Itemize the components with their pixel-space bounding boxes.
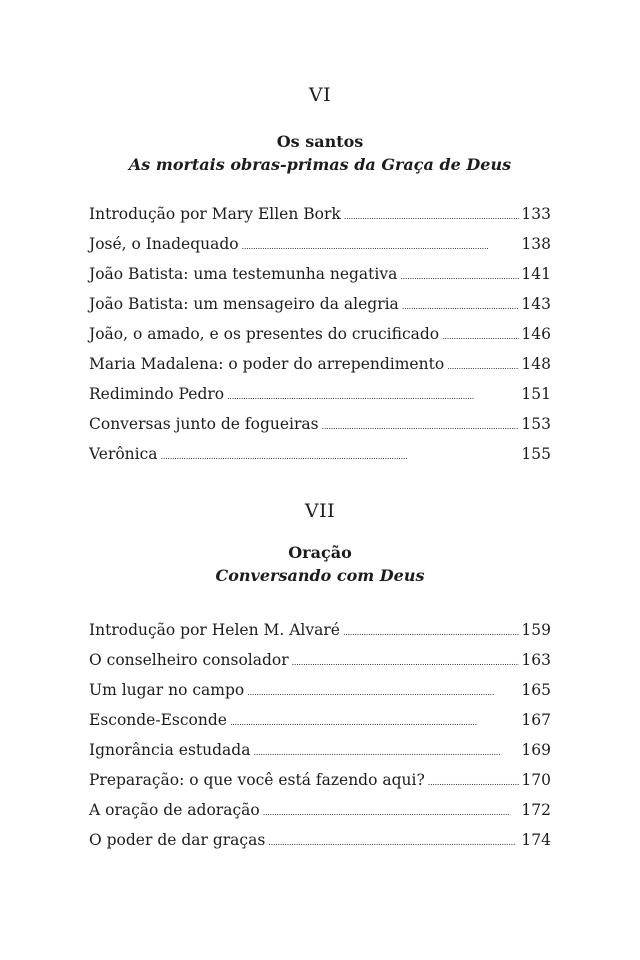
- dot-leader: [447, 349, 519, 382]
- toc-entry-page: 165: [521, 681, 551, 699]
- toc-entry-page: 143: [521, 295, 551, 313]
- dot-leader: [242, 229, 520, 262]
- dot-leader: [428, 765, 520, 798]
- dot-leader: [344, 199, 520, 232]
- toc-entry-page: 155: [521, 445, 551, 463]
- section-numeral: VI: [308, 84, 332, 106]
- toc-entry-page: 169: [521, 741, 551, 759]
- dot-leader: [161, 439, 520, 472]
- toc-entry-title: Introdução por Mary Ellen Bork: [89, 205, 341, 223]
- toc-entry-title: Um lugar no campo: [89, 681, 245, 699]
- toc-entry[interactable]: [89, 795, 551, 825]
- dot-leader: [292, 645, 520, 678]
- dot-leader: [442, 319, 519, 352]
- section-title: Os santos: [276, 132, 364, 151]
- dot-leader: [343, 615, 519, 648]
- toc-entry[interactable]: [89, 735, 551, 765]
- toc-entry-title: A oração de adoração: [89, 801, 260, 819]
- toc-entry[interactable]: [89, 259, 551, 289]
- toc-entry-title: João Batista: uma testemunha negativa: [89, 265, 398, 283]
- dot-leader: [227, 379, 519, 412]
- toc-entry-page: 170: [521, 771, 551, 789]
- section-numeral: VII: [304, 500, 336, 522]
- dot-leader: [322, 409, 520, 442]
- toc-entry-page: 151: [521, 385, 551, 403]
- toc-entry-title: Esconde-Esconde: [89, 711, 227, 729]
- dot-leader: [263, 795, 520, 828]
- toc-list: [89, 615, 551, 855]
- toc-entry-page: 159: [521, 621, 551, 639]
- toc-entry-title: Introdução por Helen M. Alvaré: [89, 621, 340, 639]
- toc-entry-title: Conversas junto de fogueiras: [89, 415, 319, 433]
- toc-entry-page: 167: [521, 711, 551, 729]
- toc-entry-title: José, o Inadequado: [89, 235, 239, 253]
- toc-entry-title: Verônica: [89, 445, 158, 463]
- toc-entry[interactable]: [89, 439, 551, 469]
- dot-leader: [230, 705, 519, 738]
- toc-entry-title: Ignorância estudada: [89, 741, 251, 759]
- toc-entry[interactable]: [89, 765, 551, 795]
- toc-entry-title: Maria Madalena: o poder do arrependimento: [89, 355, 445, 373]
- toc-entry-title: João, o amado, e os presentes do crucificado: [89, 325, 440, 343]
- toc-entry-page: 138: [521, 235, 551, 253]
- toc-entry-page: 153: [521, 415, 551, 433]
- toc-entry[interactable]: [89, 705, 551, 735]
- toc-entry-page: 174: [521, 831, 551, 849]
- section-subtitle: Conversando com Deus: [215, 566, 425, 585]
- dot-leader: [268, 825, 519, 858]
- toc-entry-title: O conselheiro consolador: [89, 651, 289, 669]
- toc-entry-title: Redimindo Pedro: [89, 385, 225, 403]
- toc-entry-page: 172: [521, 801, 551, 819]
- toc-entry-page: 163: [521, 651, 551, 669]
- toc-entry-title: O poder de dar graças: [89, 831, 266, 849]
- section-title: Oração: [288, 543, 352, 562]
- toc-entry-page: 146: [521, 325, 551, 343]
- toc-entry[interactable]: [89, 199, 551, 229]
- toc-entry-page: 148: [521, 355, 551, 373]
- toc-entry-title: Preparação: o que você está fazendo aqui?: [89, 771, 425, 789]
- toc-entry[interactable]: [89, 409, 551, 439]
- toc-entry-title: João Batista: um mensageiro da alegria: [89, 295, 399, 313]
- toc-entry-page: 133: [521, 205, 551, 223]
- toc-entry[interactable]: [89, 349, 551, 379]
- toc-list: [89, 199, 551, 469]
- toc-entry[interactable]: [89, 379, 551, 409]
- toc-entry-page: 141: [521, 265, 551, 283]
- toc-entry[interactable]: [89, 825, 551, 855]
- dot-leader: [247, 675, 519, 708]
- section-subtitle: As mortais obras-primas da Graça de Deus: [128, 155, 512, 174]
- dot-leader: [253, 735, 519, 768]
- toc-entry[interactable]: [89, 319, 551, 349]
- toc-entry[interactable]: [89, 615, 551, 645]
- toc-entry[interactable]: [89, 229, 551, 259]
- toc-entry[interactable]: [89, 645, 551, 675]
- toc-entry[interactable]: [89, 289, 551, 319]
- toc-entry[interactable]: [89, 675, 551, 705]
- dot-leader: [400, 259, 519, 292]
- dot-leader: [402, 289, 520, 322]
